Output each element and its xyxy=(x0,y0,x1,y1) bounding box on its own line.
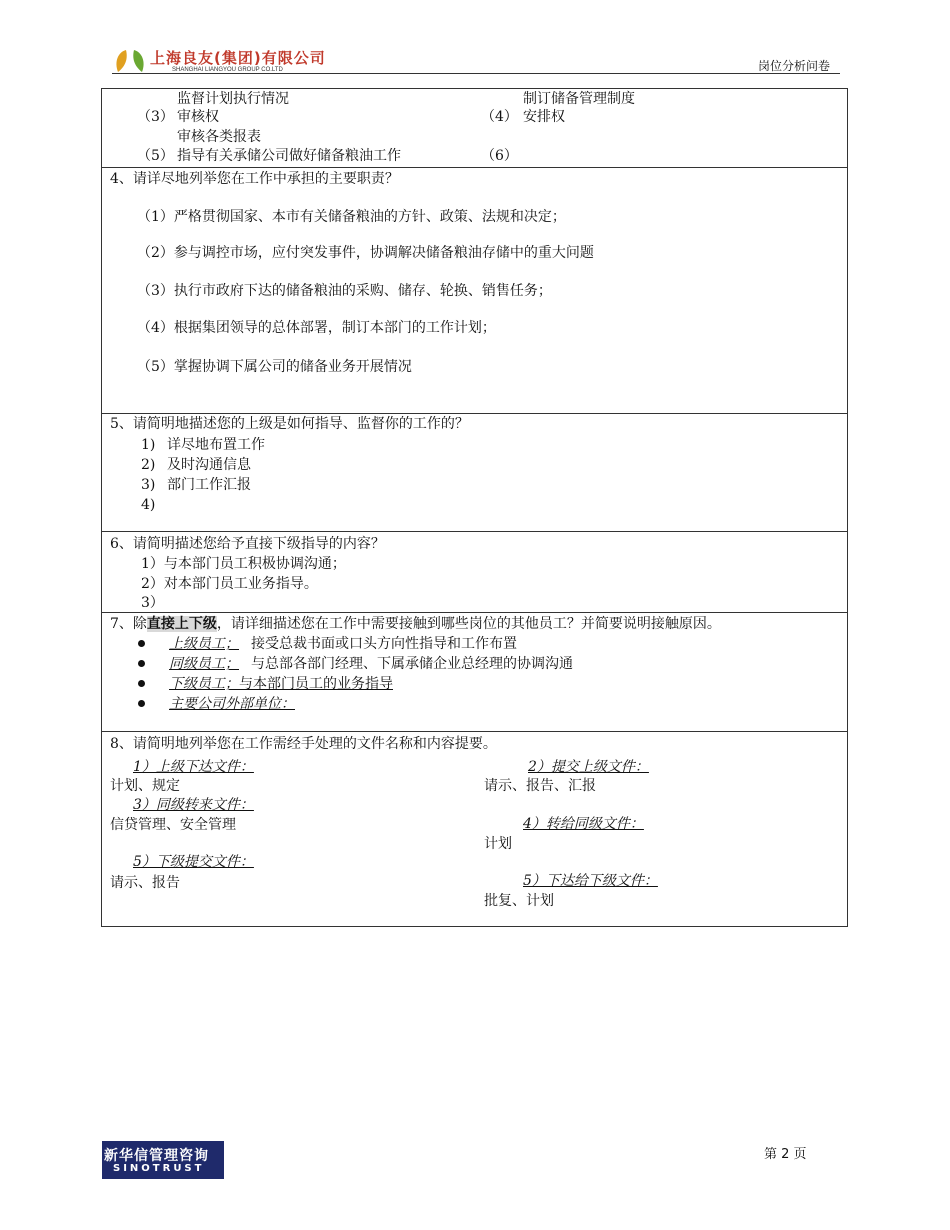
duty-item: （5）掌握协调下属公司的储备业务开展情况 xyxy=(137,359,412,375)
list-item: 及时沟通信息 xyxy=(167,457,251,473)
contact-text: 接受总裁书面或口头方向性指导和工作布置 xyxy=(251,636,517,652)
duty-item: （1）严格贯彻国家、本市有关储备粮油的方针、政策、法规和决定； xyxy=(137,209,566,225)
question-4: 4、请详尽地列举您在工作中承担的主要职责？ xyxy=(110,171,399,187)
authority-item: 审核权 xyxy=(177,109,219,125)
list-number: 4) xyxy=(141,497,156,513)
duty-item: （3）执行市政府下达的储备粮油的采购、储存、轮换、销售任务； xyxy=(137,283,552,299)
file-label: 4）转给同级文件： xyxy=(523,816,644,832)
authority-item: 安排权 xyxy=(523,109,565,125)
authority-number: （3） xyxy=(137,109,174,125)
list-number: 2) xyxy=(141,457,156,473)
list-item: 3） xyxy=(141,595,164,611)
list-item: 部门工作汇报 xyxy=(167,477,251,493)
authority-number: （4） xyxy=(481,109,518,125)
contact-item xyxy=(169,675,393,693)
file-label: 5）下达给下级文件： xyxy=(523,873,658,889)
list-item: 详尽地布置工作 xyxy=(167,437,265,453)
authority-line: 审核各类报表 xyxy=(177,129,261,145)
company-name-cn: 上海良友(集团)有限公司 xyxy=(150,49,326,67)
contact-text: 与本部门员工的业务指导 xyxy=(239,676,393,692)
bullet-icon xyxy=(138,680,145,687)
file-text: 请示、报告 xyxy=(110,875,180,891)
contact-item xyxy=(169,655,573,673)
contact-item xyxy=(169,695,295,713)
contact-item xyxy=(169,635,517,653)
header-divider xyxy=(112,73,840,74)
file-text: 请示、报告、汇报 xyxy=(484,778,596,794)
question-6: 6、请简明描述您给予直接下级指导的内容？ xyxy=(110,536,385,552)
authority-number: （5） xyxy=(137,148,174,164)
file-text: 信贷管理、安全管理 xyxy=(110,817,236,833)
authority-item: 指导有关承储公司做好储备粮油工作 xyxy=(177,148,401,164)
row-divider xyxy=(101,612,848,613)
file-text: 批复、计划 xyxy=(484,893,554,909)
contact-label: 上级员工； xyxy=(169,636,239,652)
list-item: 2）对本部门员工业务指导。 xyxy=(141,576,318,592)
file-label: 3）同级转来文件： xyxy=(133,797,254,813)
row-divider xyxy=(101,167,848,168)
authority-line: 监督计划执行情况 xyxy=(177,91,289,107)
duty-item: （4）根据集团领导的总体部署，制订本部门的工作计划； xyxy=(137,320,496,336)
list-item: 1）与本部门员工积极协调沟通； xyxy=(141,556,346,572)
list-number: 3) xyxy=(141,477,156,493)
footer-logo-en: SINOTRUST xyxy=(113,1163,205,1174)
footer-logo-cn: 新华信管理咨询 xyxy=(104,1148,209,1164)
row-divider xyxy=(101,413,848,414)
contact-text: 与总部各部门经理、下属承储企业总经理的协调沟通 xyxy=(251,656,573,672)
company-name-en: SHANGHAI LIANGYOU GROUP CO.LTD xyxy=(172,67,283,73)
file-label: 1）上级下达文件： xyxy=(133,759,254,775)
bullet-icon xyxy=(138,640,145,647)
list-number: 1) xyxy=(141,437,156,453)
file-text: 计划 xyxy=(484,836,512,852)
page-number: 第 2 页 xyxy=(764,1147,807,1162)
question-5: 5、请简明地描述您的上级是如何指导、监督你的工作的？ xyxy=(110,416,469,432)
authority-line: 制订储备管理制度 xyxy=(523,91,635,107)
question-7-suffix: ，请详细描述您在工作中需要接触到哪些岗位的其他员工？并简要说明接触原因。 xyxy=(216,616,721,632)
row-divider xyxy=(101,731,848,732)
document-title: 岗位分析问卷 xyxy=(758,59,831,73)
question-7-prefix: 7、除 xyxy=(110,616,147,632)
file-label: 5）下级提交文件： xyxy=(133,854,254,870)
question-8: 8、请简明地列举您在工作需经手处理的文件名称和内容提要。 xyxy=(110,736,497,752)
contact-label: 主要公司外部单位： xyxy=(169,696,295,712)
duty-item: （2）参与调控市场，应付突发事件，协调解决储备粮油存储中的重大问题 xyxy=(137,245,594,261)
file-text: 计划、规定 xyxy=(110,778,180,794)
row-divider xyxy=(101,531,848,532)
question-7-highlight: 直接上下级 xyxy=(146,616,217,632)
file-label: 2）提交上级文件： xyxy=(528,759,649,775)
bullet-icon xyxy=(138,700,145,707)
contact-label: 下级员工； xyxy=(169,676,239,692)
authority-number: （6） xyxy=(481,148,518,164)
question-7 xyxy=(110,615,721,633)
bullet-icon xyxy=(138,660,145,667)
contact-label: 同级员工； xyxy=(169,656,239,672)
